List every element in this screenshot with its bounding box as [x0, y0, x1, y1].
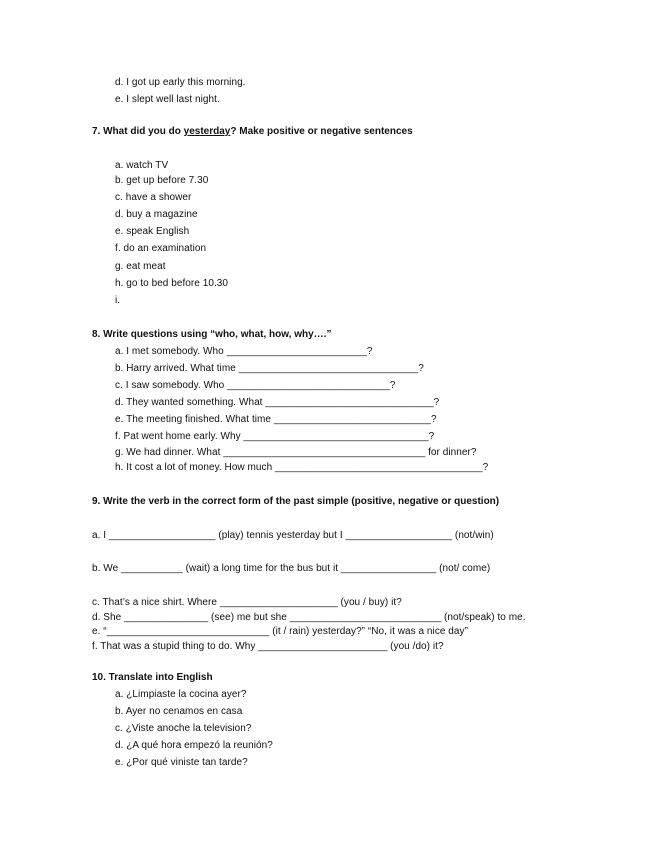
section-9-item-a: a. I ___________________ (play) tennis yesterday but I ___________________ (not/win) — [92, 530, 494, 541]
section-7-item-h: h. go to bed before 10.30 — [115, 278, 229, 289]
section-8-item-b: b. Harry arrived. What time ________________________________? — [115, 363, 424, 374]
section-7-heading-before: 7. What did you do — [92, 126, 184, 137]
section-7-item-f: f. do an examination — [115, 243, 207, 254]
section-10-item-b: b. Ayer no cenamos en casa — [115, 706, 243, 717]
section-7-heading-after: ? Make positive or negative sentences — [230, 126, 413, 137]
section-8-heading: 8. Write questions using “who, what, how, why….” — [92, 329, 332, 340]
section-8-item-f: f. Pat went home early. Why _________________________________? — [115, 431, 435, 442]
intro-item-d: d. I got up early this morning. — [115, 77, 246, 88]
section-9-item-e: e. “_____________________________ (it / rain) yesterday?” “No, it was a nice day” — [92, 626, 468, 637]
section-7-heading-underlined: yesterday — [183, 126, 231, 137]
section-8-item-g: g. We had dinner. What ____________________________________ for dinner? — [115, 447, 477, 458]
section-7-item-c: c. have a shower — [115, 192, 192, 203]
section-10-item-e: e. ¿Por qué viniste tan tarde? — [115, 757, 248, 768]
section-9-heading: 9. Write the verb in the correct form of the past simple (positive, negative or question) — [92, 496, 500, 507]
section-10-heading: 10. Translate into English — [92, 672, 213, 683]
section-7-item-a: a. watch TV — [115, 160, 169, 171]
section-9-item-c: c. That’s a nice shirt. Where _____________________ (you / buy) it? — [92, 597, 402, 608]
section-9-item-b: b. We ___________ (wait) a long time for the bus but it _________________ (not/ come) — [92, 563, 491, 574]
section-8-item-a: a. I met somebody. Who _________________________? — [115, 346, 373, 357]
section-7-item-d: d. buy a magazine — [115, 209, 198, 220]
section-7-item-i: i. — [115, 295, 121, 306]
section-7-item-g: g. eat meat — [115, 261, 166, 272]
section-9-item-f: f. That was a stupid thing to do. Why _______________________ (you /do) it? — [92, 641, 444, 652]
section-9-item-d: d. She _______________ (see) me but she ___________________________ (not/speak) to me. — [92, 612, 526, 623]
section-8-item-d: d. They wanted something. What ______________________________? — [115, 397, 440, 408]
section-7-heading — [92, 126, 413, 138]
section-8-item-c: c. I saw somebody. Who _____________________________? — [115, 380, 396, 391]
section-8-item-e: e. The meeting finished. What time ____________________________? — [115, 414, 437, 425]
section-7-item-b: b. get up before 7.30 — [115, 175, 209, 186]
section-8-item-h: h. It cost a lot of money. How much _____________________________________? — [115, 462, 489, 473]
section-10-item-c: c. ¿Viste anoche la television? — [115, 723, 252, 734]
intro-item-e: e. I slept well last night. — [115, 94, 220, 105]
section-10-item-a: a. ¿Limpiaste la cocina ayer? — [115, 689, 247, 700]
section-7-item-e: e. speak English — [115, 226, 190, 237]
section-10-item-d: d. ¿A qué hora empezó la reunión? — [115, 740, 273, 751]
